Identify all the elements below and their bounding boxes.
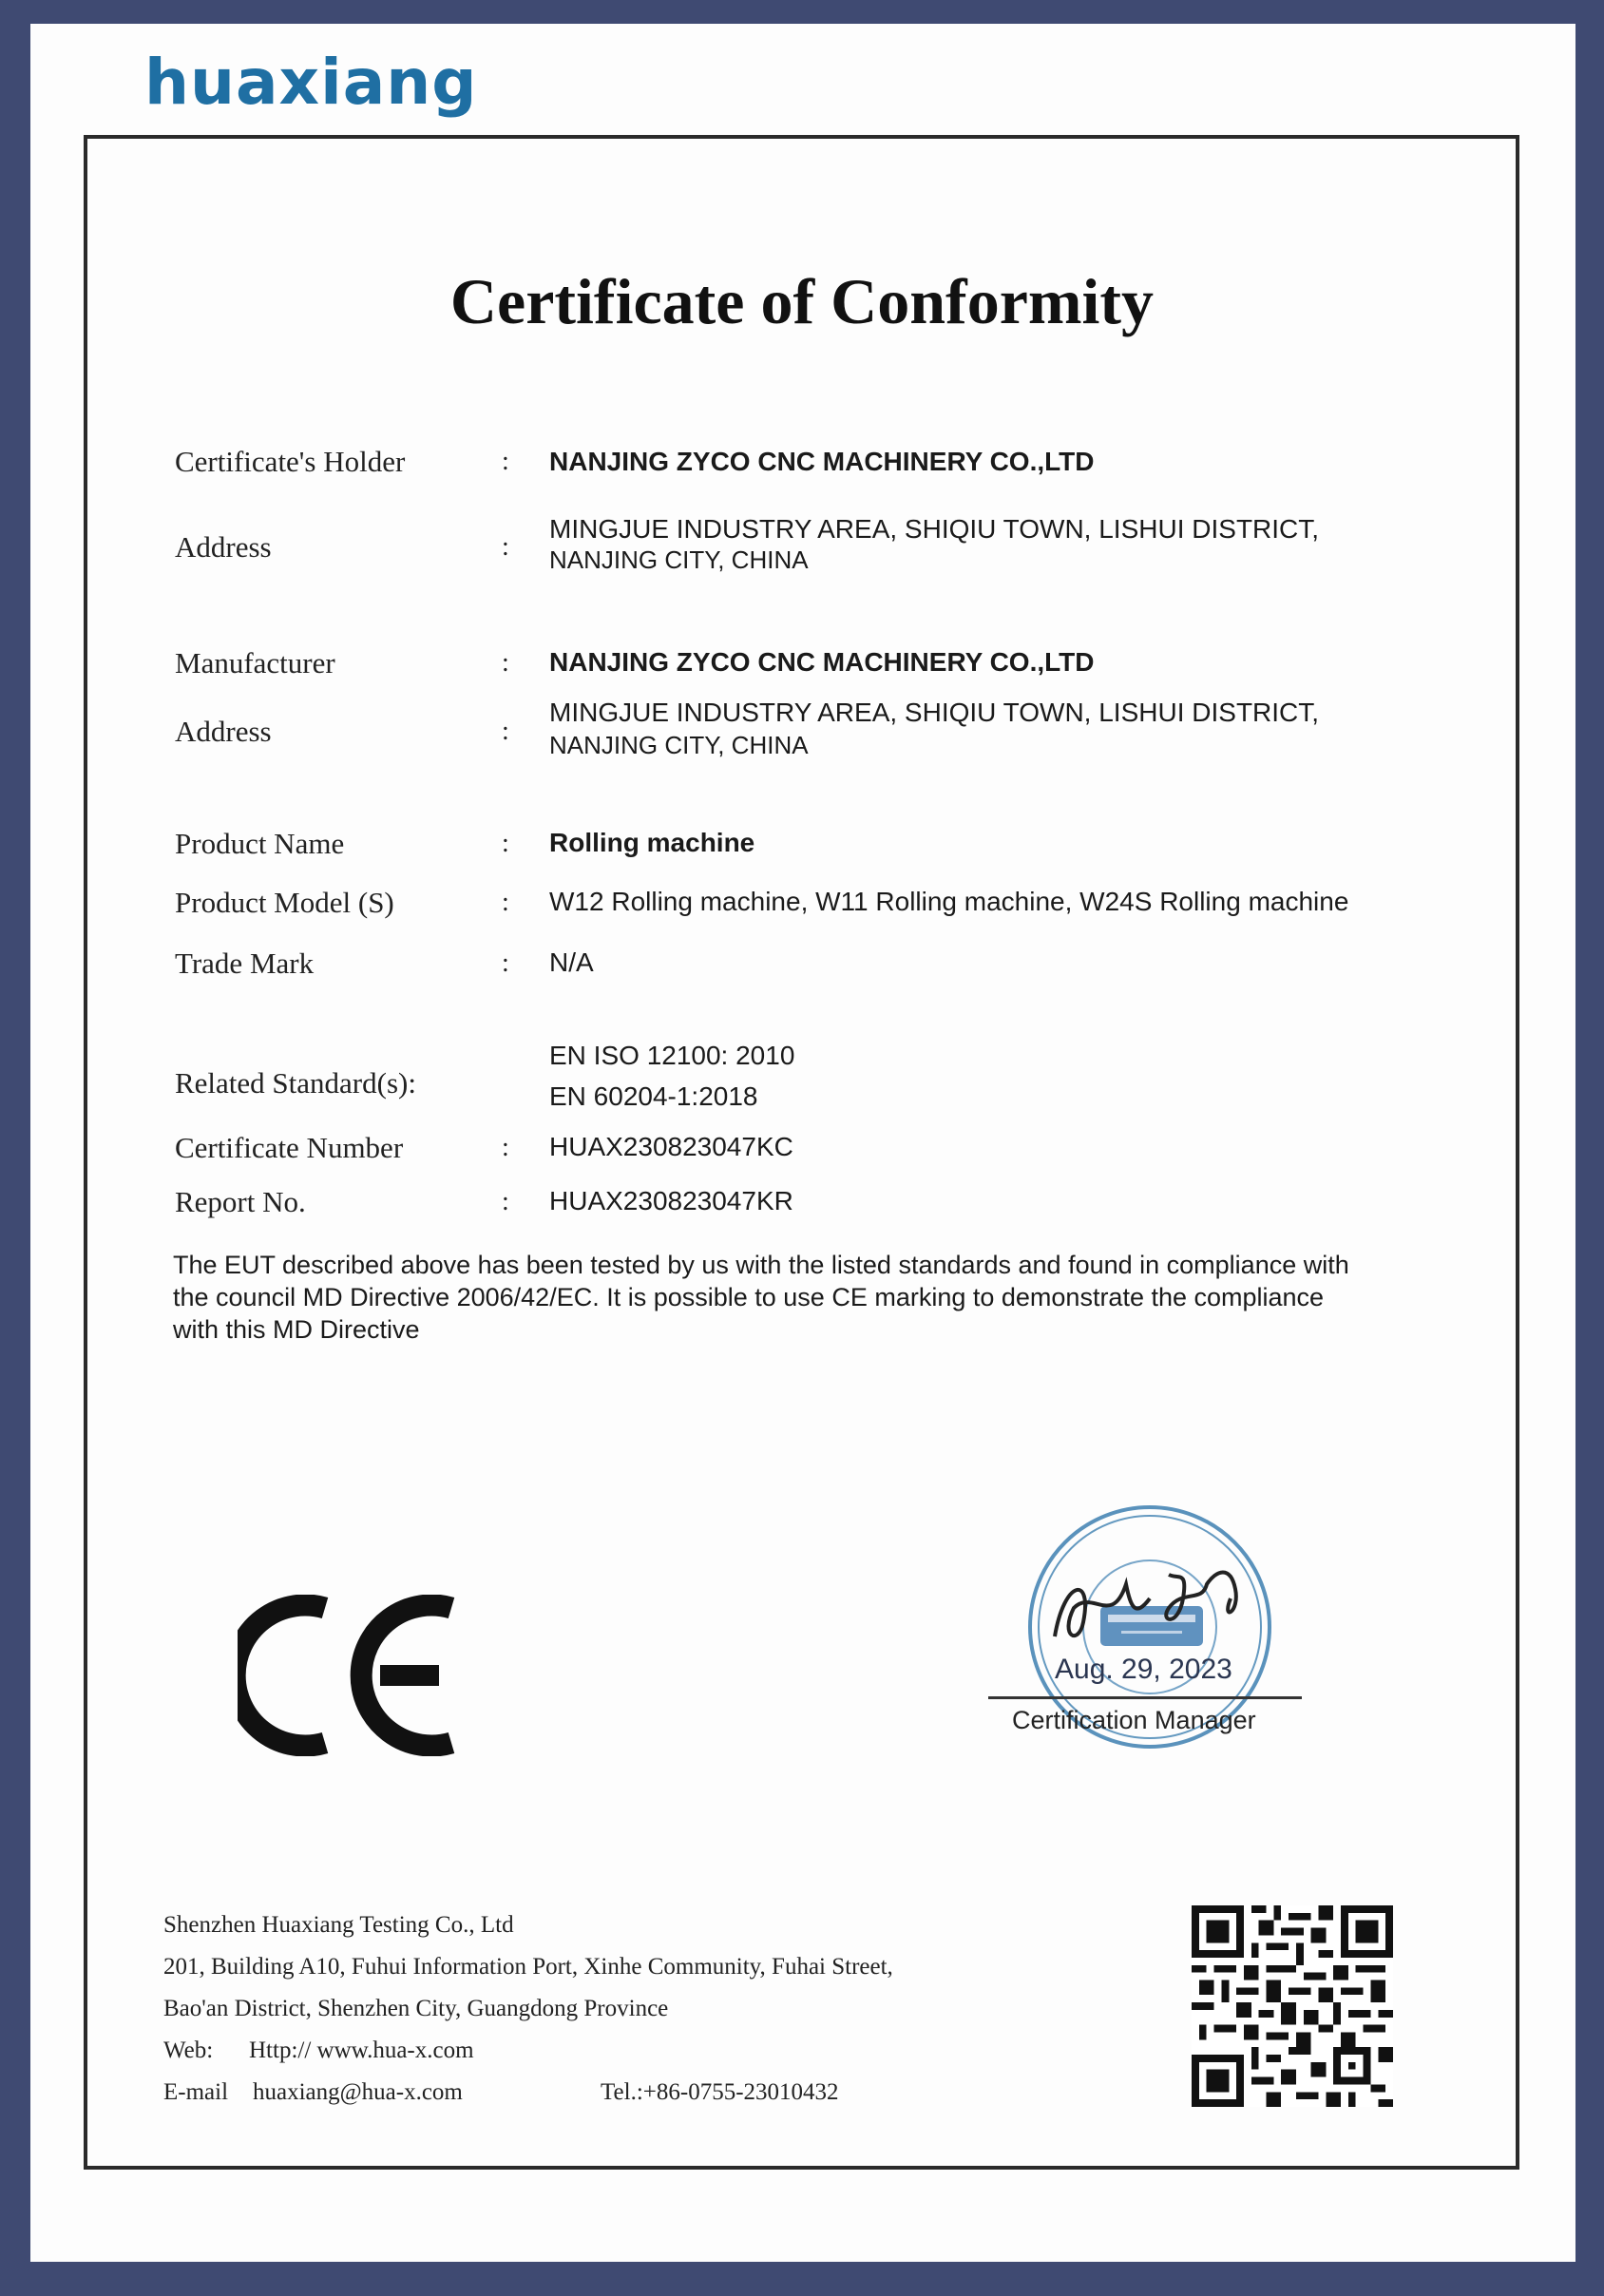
ce-mark-icon	[238, 1595, 456, 1756]
product-name-value: Rolling machine	[549, 828, 755, 857]
holder-address-line1: MINGJUE INDUSTRY AREA, SHIQIU TOWN, LISHUI DISTRICT,	[549, 514, 1320, 544]
footer-email-link[interactable]: huaxiang@hua-x.com	[253, 2079, 463, 2105]
holder-label: Certificate's Holder	[175, 445, 406, 478]
product-name-colon: :	[502, 829, 509, 858]
ce-mark	[238, 1595, 456, 1761]
trade-mark-value: N/A	[549, 947, 594, 977]
footer-web-link[interactable]: Http:// www.hua-x.com	[249, 2038, 474, 2063]
holder-address-line2: NANJING CITY, CHINA	[549, 545, 809, 574]
compliance-statement: The EUT described above has been tested by us with the listed standards and found in compliance with the council MD Directive 2006/42/EC. It is possible to use CE marking to demonstrate the compliance with this MD Directive	[173, 1251, 1349, 1344]
signature-line	[988, 1696, 1302, 1699]
certificate-number-value: HUAX230823047KC	[549, 1132, 793, 1161]
footer-company: Shenzhen Huaxiang Testing Co., Ltd	[163, 1912, 514, 1938]
standard-1: EN ISO 12100: 2010	[549, 1041, 795, 1070]
standard-2: EN 60204-1:2018	[549, 1081, 758, 1111]
holder-address-label: Address	[175, 530, 272, 564]
certificate-number-colon: :	[502, 1133, 509, 1162]
stamp-date: Aug. 29, 2023	[1055, 1654, 1232, 1685]
footer-web-label: Web:	[163, 2038, 214, 2063]
footer-address-line2: Bao'an District, Shenzhen City, Guangdong Province	[163, 1996, 669, 2021]
trade-mark-colon: :	[502, 948, 509, 978]
qr-code-icon	[1190, 1905, 1395, 2107]
manufacturer-address-label: Address	[175, 715, 272, 748]
manufacturer-address-line1: MINGJUE INDUSTRY AREA, SHIQIU TOWN, LISHUI DISTRICT,	[549, 698, 1320, 727]
qr-code	[1190, 1905, 1395, 2112]
holder-address-colon: :	[502, 532, 509, 562]
page-title: Certificate of Conformity	[449, 265, 1155, 337]
huaxiang-logo: huaxiang	[144, 46, 478, 119]
manufacturer-label: Manufacturer	[175, 646, 335, 679]
manufacturer-address-line2: NANJING CITY, CHINA	[549, 731, 809, 759]
footer-email-label: E-mail	[163, 2079, 229, 2105]
report-no-value: HUAX230823047KR	[549, 1186, 793, 1215]
product-name-label: Product Name	[175, 827, 345, 860]
manufacturer-colon: :	[502, 648, 509, 678]
standards-label: Related Standard(s):	[175, 1066, 416, 1100]
certificate-number-label: Certificate Number	[175, 1131, 404, 1164]
product-model-label: Product Model (S)	[175, 886, 394, 919]
manufacturer-value: NANJING ZYCO CNC MACHINERY CO.,LTD	[549, 647, 1095, 677]
holder-colon: :	[502, 447, 509, 476]
report-no-colon: :	[502, 1187, 509, 1216]
holder-value: NANJING ZYCO CNC MACHINERY CO.,LTD	[549, 447, 1095, 476]
footer-address-line1: 201, Building A10, Fuhui Information Port, Xinhe Community, Fuhai Street,	[163, 1954, 893, 1980]
certification-manager-label: Certification Manager	[1012, 1706, 1256, 1734]
footer-tel: Tel.:+86-0755-23010432	[601, 2079, 839, 2105]
product-model-value: W12 Rolling machine, W11 Rolling machine, W24S Rolling machine	[549, 887, 1349, 916]
manufacturer-address-colon: :	[502, 717, 509, 746]
product-model-colon: :	[502, 888, 509, 917]
report-no-label: Report No.	[175, 1185, 306, 1218]
trade-mark-label: Trade Mark	[175, 947, 315, 980]
